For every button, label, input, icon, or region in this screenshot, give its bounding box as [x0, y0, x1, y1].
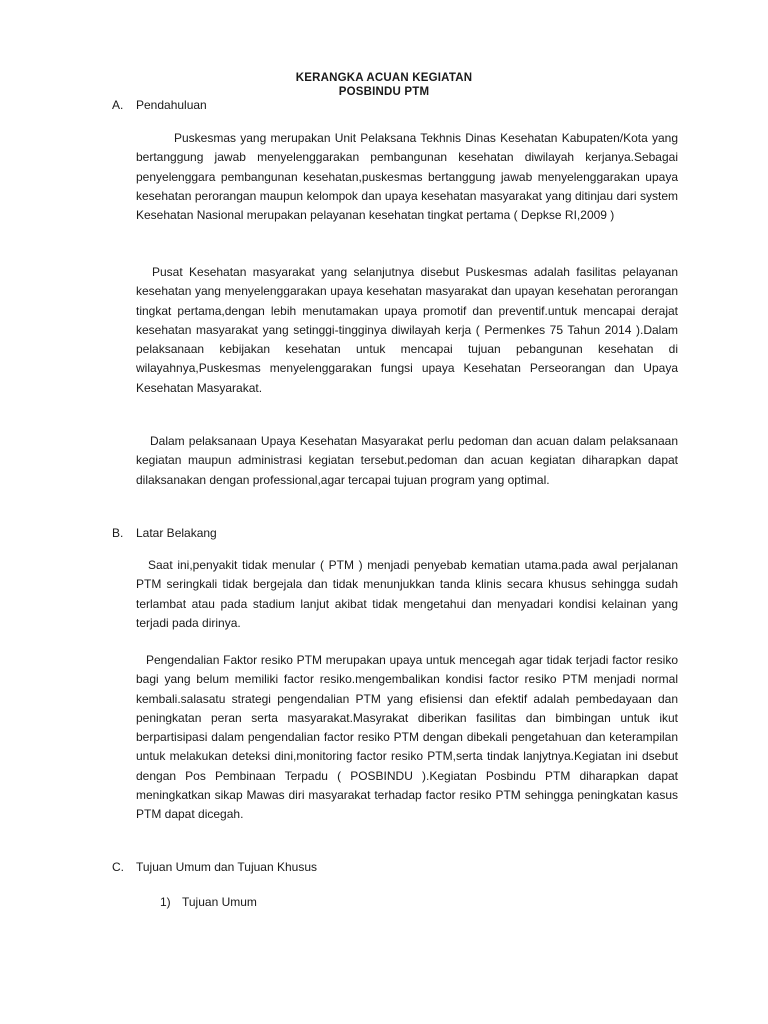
section-b-paragraph-1: Saat ini,penyakit tidak menular ( PTM ) menjadi penyebab kematian utama.pada awal perjalanan PTM seringkali tidak bergejala dan tidak menunjukkan tanda klinis secara khusus sehingga sudah terlambat atau pada stadium lanjut akibat tidak mengetahui dan menyadari kondisi kelainan yang terjadi pada dirinya. [136, 558, 678, 630]
section-c-heading [112, 859, 317, 875]
doc-subtitle: POSBINDU PTM [338, 86, 430, 98]
section-b-title: Latar Belakang [136, 526, 217, 540]
section-c-subitem-1 [160, 894, 257, 910]
section-a-heading [112, 97, 207, 113]
section-b-heading [112, 525, 217, 541]
subitem-number: 1) [160, 895, 171, 909]
section-a-letter: A. [112, 98, 124, 112]
section-c-letter: C. [112, 860, 124, 874]
section-a-paragraph-1: Puskesmas yang merupakan Unit Pelaksana Tekhnis Dinas Kesehatan Kabupaten/Kota yang bertanggung jawab menyelenggarakan pembangunan kesehatan diwilayah kerjanya.Sebagai penyelenggara pembangunan kesehatan,puskesmas bertanggung jawab menyelenggarakan upaya kesehatan perorangan maupun kelompok dan upaya kesehatan masyarakat yang ditinjau dari system Kesehatan Nasional merupakan pelayanan kesehatan tingkat pertama ( Depkse RI,2009 ) [136, 131, 678, 223]
section-c-title: Tujuan Umum dan Tujuan Khusus [136, 860, 317, 874]
subitem-label: Tujuan Umum [182, 895, 257, 909]
section-a-paragraph-2: Pusat Kesehatan masyarakat yang selanjutnya disebut Puskesmas adalah fasilitas pelayanan kesehatan yang menyelenggarakan upaya kesehatan masyarakat dan upayan kesehatan perorangan tingkat pertama,dengan lebih menutamakan upaya promotif dan preventif.untuk mencapai derajat kesehatan masyarakat yang setinggi-tingginya diwilayah kerja ( Permenkes 75 Tahun 2014 ).Dalam pelaksanaan kebijakan kesehatan untuk mencapai tujuan pebangunan kesehatan di wilayahnya,Puskesmas menyelenggarakan fungsi upaya Kesehatan Perseorangan dan Upaya Kesehatan Masyarakat. [136, 265, 678, 395]
doc-title: KERANGKA ACUAN KEGIATAN [295, 72, 473, 84]
section-a-title: Pendahuluan [136, 98, 207, 112]
section-b-letter: B. [112, 526, 124, 540]
section-b-paragraph-2: Pengendalian Faktor resiko PTM merupakan upaya untuk mencegah agar tidak terjadi factor resiko bagi yang belum memiliki factor resiko.mengembalikan kondisi factor resiko PTM menjadi normal kembali.salasatu strategi pengendalian PTM yang efisiensi dan efektif adalah pembedayaan dan peningkatan peran serta masyarakat.Masyrakat diberikan fasilitas dan bimbingan untuk ikut berpartisipasi dalam pengendalian factor resiko PTM dengan dibekali pengetahuan dan keterampilan untuk melakukan deteksi dini,monitoring factor resiko PTM,serta tindak lanjytnya.Kegiatan ini dsebut dengan Pos Pembinaan Terpadu ( POSBINDU ).Kegiatan Posbindu PTM diharapkan dapat meningkatkan sikap Mawas diri masyarakat terhadap factor resiko PTM sehingga peningkatan kasus PTM dapat dicegah. [136, 653, 678, 822]
section-a-paragraph-3: Dalam pelaksanaan Upaya Kesehatan Masyarakat perlu pedoman dan acuan dalam pelaksanaan kegiatan maupun administrasi kegiatan tersebut.pedoman dan acuan kegiatan diharapkan dapat dilaksanakan dengan professional,agar tercapai tujuan program yang optimal. [136, 434, 678, 487]
